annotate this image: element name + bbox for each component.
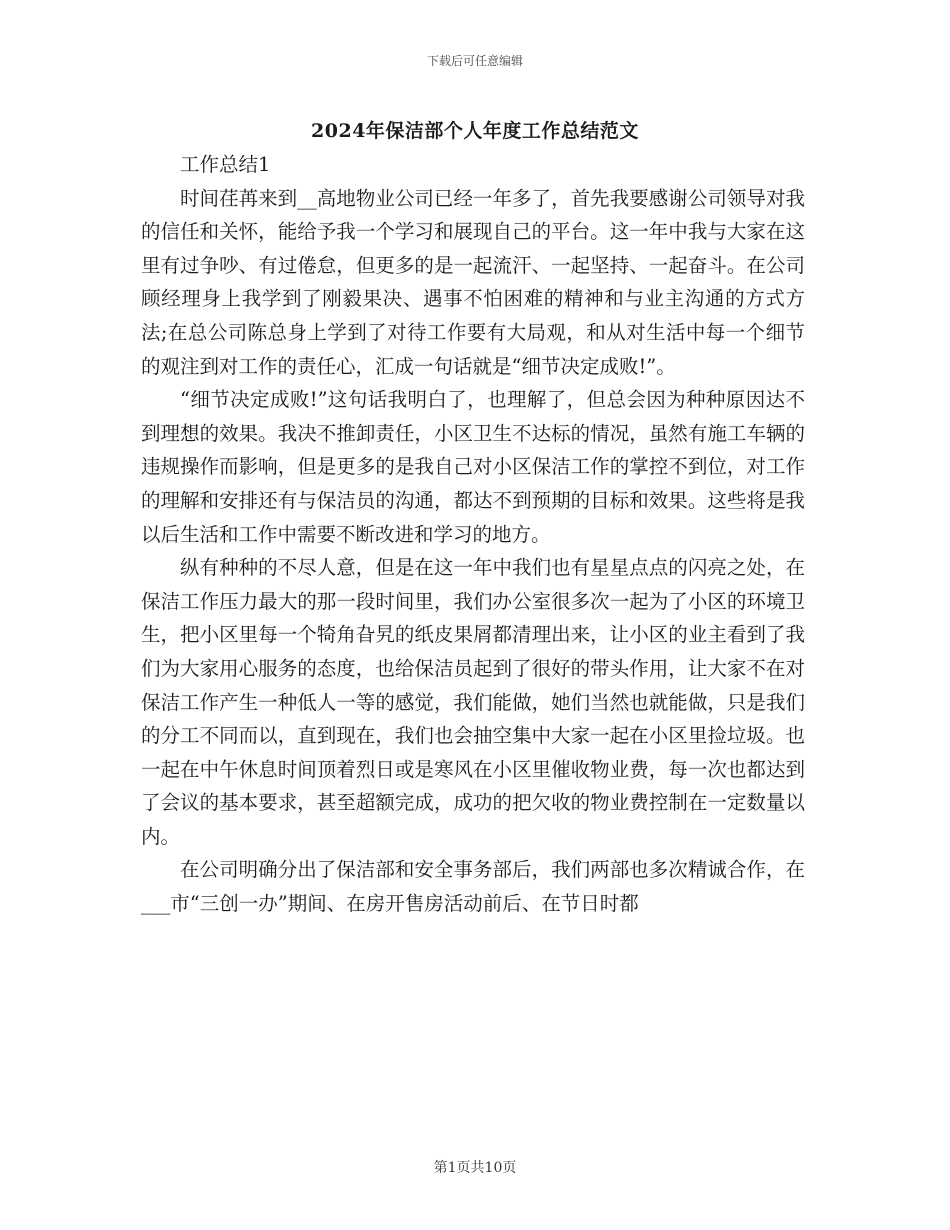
- paragraph-3: 纵有种种的不尽人意，但是在这一年中我们也有星星点点的闪亮之处，在保洁工作压力最大的那一段时间里，我们办公室很多次一起为了小区的环境卫生，把小区里每一个犄角旮旯的纸皮果屑都清理出来，让小区的业主看到了我们为大家用心服务的态度，也给保洁员起到了很好的带头作用，让大家不在对保洁工作产生一种低人一等的感觉，我们能做，她们当然也就能做，只是我们的分工不同而以，直到现在，我们也会抽空集中大家一起在小区里捡垃圾。也一起在中午休息时间顶着烈日或是寒风在小区里催收物业费，每一次也都达到了会议的基本要求，甚至超额完成，成功的把欠收的物业费控制在一定数量以内。: [141, 556, 805, 848]
- paragraph-4: 在公司明确分出了保洁部和安全事务部后，我们两部也多次精诚合作，在___市“三创一办”期间、在房开售房活动前后、在节日时都: [141, 858, 805, 916]
- page-header-note: 下载后可任意编辑: [426, 54, 523, 68]
- section-label: 工作总结1: [180, 153, 271, 176]
- paragraph-1: 时间荏苒来到__高地物业公司已经一年多了，首先我要感谢公司领导对我的信任和关怀，能给予我一个学习和展现自己的平台。这一年中我与大家在这里有过争吵、有过倦怠，但更多的是一起流汗、一起坚持、一起奋斗。在公司顾经理身上我学到了刚毅果决、遇事不怕困难的精神和与业主沟通的方式方法;在总公司陈总身上学到了对待工作要有大局观，和从对生活中每一个细节的观注到对工作的责任心，汇成一句话就是“细节决定成败!”。: [141, 186, 805, 378]
- paragraph-2: “细节决定成败!”这句话我明白了，也理解了，但总会因为种种原因达不到理想的效果。我决不推卸责任，小区卫生不达标的情况，虽然有施工车辆的违规操作而影响，但是更多的是我自己对小区保洁工作的掌控不到位，对工作的理解和安排还有与保洁员的沟通，都达不到预期的目标和效果。这些将是我以后生活和工作中需要不断改进和学习的地方。: [141, 388, 805, 546]
- document-body: [141, 148, 805, 921]
- page-footer-number: 第1页共10页: [433, 1160, 517, 1176]
- document-title: 2024年保洁部个人年度工作总结范文: [311, 120, 639, 142]
